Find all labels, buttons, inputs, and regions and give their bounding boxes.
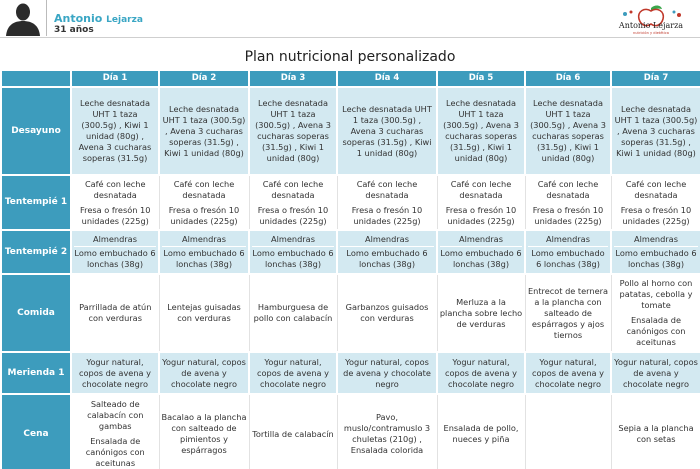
user-silhouette-icon [0, 0, 46, 36]
meal-cell [71, 274, 159, 352]
meal-cell [437, 352, 525, 394]
header-rule [0, 37, 700, 38]
food-item: Leche desnatada UHT 1 taza (300.5g) , Avena 3 cucharas soperas (31.5g) , Kiwi 1 unidad (80g) [342, 103, 432, 158]
meal-cell [249, 352, 337, 394]
meal-cell [71, 394, 159, 469]
food-item: Pavo, muslo/contramuslo 3 chuletas (210g) , Ensalada colorida [343, 412, 431, 456]
meal-cell [159, 274, 249, 352]
avatar [0, 0, 46, 36]
meal-row [1, 394, 700, 469]
food-item: Sepia a la plancha con setas [618, 423, 694, 445]
meal-cell [337, 230, 437, 274]
food-item: Almendras [93, 234, 137, 244]
meal-cell [159, 230, 249, 274]
meal-cell [337, 352, 437, 394]
meal-cell [611, 230, 700, 274]
meal-cell [71, 352, 159, 394]
meal-row [1, 175, 700, 230]
meal-cell [437, 274, 525, 352]
header-divider [46, 0, 47, 36]
food-item: Tortilla de calabacín [252, 428, 334, 439]
meal-plan-table [0, 69, 700, 469]
meal-cell [437, 175, 525, 230]
food-item: Lentejas guisadas con verduras [167, 302, 241, 323]
food-item: Fresa o fresón 10 unidades (225g) [351, 204, 423, 226]
meal-cell [611, 274, 700, 352]
food-item: Almendras [271, 234, 315, 244]
food-item: Yogur natural, copos de avena y chocolate negro [532, 356, 604, 389]
meal-cell [249, 175, 337, 230]
meal-row [1, 352, 700, 394]
food-item: Almendras [634, 234, 678, 244]
patient-name [54, 12, 143, 25]
food-item: Yogur natural, copos de avena y chocolate negro [445, 356, 517, 389]
food-item: Entrecot de ternera a la plancha con salteado de espárragos y ajos tiernos [527, 285, 609, 340]
food-item: Pollo al horno con patatas, cebolla y tomate [619, 278, 693, 310]
food-item: Fresa o fresón 10 unidades (225g) [168, 204, 240, 226]
food-item: Lomo embuchado 6 lonchas (38g) [615, 248, 697, 269]
food-item: Lomo embuchado 6 lonchas (38g) [74, 248, 156, 269]
meal-cell [71, 175, 159, 230]
food-item: Ensalada de pollo, nueces y piña [443, 423, 519, 445]
meal-cell [525, 87, 611, 175]
meal-cell [525, 230, 611, 274]
food-item: Café con leche desnatada [84, 178, 146, 200]
brand-logo [612, 2, 690, 36]
meal-cell [249, 230, 337, 274]
food-item: Fresa o fresón 10 unidades (225g) [257, 204, 329, 226]
food-item: Café con leche desnatada [173, 178, 235, 200]
day-header: Día 4 [337, 70, 437, 87]
day-header: Día 7 [611, 70, 700, 87]
meal-cell [249, 274, 337, 352]
meal-row [1, 230, 700, 274]
meal-cell [337, 175, 437, 230]
meal-cell [611, 394, 700, 469]
day-header-row [1, 70, 700, 87]
meal-name: Merienda 1 [1, 352, 71, 394]
meal-cell [611, 352, 700, 394]
meal-cell [337, 274, 437, 352]
food-item: Hamburguesa de pollo con calabacín [253, 302, 333, 323]
logo-name: Antonio Lejarza [618, 21, 684, 30]
food-item: Lomo embuchado 6 lonchas (38g) [340, 246, 434, 270]
food-item: Almendras [546, 234, 590, 244]
food-item: Leche desnatada UHT 1 taza (300.5g) , Avena 3 cucharas soperas (31.5g) , Kiwi 1 unidad (80g) [255, 98, 331, 163]
food-item: Parrillada de atún con verduras [79, 302, 152, 323]
meal-cell [71, 230, 159, 274]
food-item: Leche desnatada UHT 1 taza (300.5g) , Avena 3 cucharas soperas (31.5g) , Kiwi 1 unidad (80g) [162, 103, 246, 158]
meal-cell [611, 175, 700, 230]
food-item: Merluza a la plancha sobre lecho de verduras [439, 296, 523, 329]
meal-name: Comida [1, 274, 71, 352]
meal-name: Cena [1, 394, 71, 469]
food-item: Salteado de calabacín con gambas [87, 399, 144, 432]
food-item: Almendras [459, 234, 503, 244]
meal-cell [525, 394, 611, 469]
patient-last-name: Lejarza [106, 15, 143, 25]
apple-logo-icon [612, 2, 690, 36]
food-item: Leche desnatada UHT 1 taza (300.5g) , Avena 3 cucharas soperas (31.5g) , Kiwi 1 unidad (80g) [530, 98, 606, 163]
food-item: Fresa o fresón 10 unidades (225g) [445, 204, 517, 226]
day-header: Día 3 [249, 70, 337, 87]
meal-name: Tentempié 1 [1, 175, 71, 230]
day-header: Día 5 [437, 70, 525, 87]
meal-cell [337, 394, 437, 469]
patient-first-name: Antonio [54, 12, 103, 25]
day-header: Día 2 [159, 70, 249, 87]
profile-header [0, 0, 700, 38]
food-item: Lomo embuchado 6 lonchas (38g) [163, 248, 245, 269]
food-item: Ensalada de canónigos con aceitunas [626, 315, 686, 347]
meal-cell [437, 230, 525, 274]
meal-row [1, 274, 700, 352]
meal-cell [337, 87, 437, 175]
food-item: Yogur natural, copos de avena y chocolate negro [257, 356, 329, 389]
food-item: Lomo embuchado 6 lonchas (38g) [440, 248, 522, 269]
food-item: Bacalao a la plancha con salteado de pimientos y espárragos [161, 412, 247, 456]
meal-row [1, 87, 700, 175]
meal-name: Desayuno [1, 87, 71, 175]
meal-cell [525, 274, 611, 352]
food-item: Leche desnatada UHT 1 taza (300.5g) , Kiwi 1 unidad (80g) , Avena 3 cucharas soperas (31.5g) [78, 98, 152, 163]
food-item: Leche desnatada UHT 1 taza (300.5g) , Avena 3 cucharas soperas (31.5g) , Kiwi 1 unidad (80g) [443, 98, 519, 163]
patient-age: 31 años [54, 25, 94, 35]
food-item: Yogur natural, copos de avena y chocolate negro [614, 356, 698, 389]
food-item: Garbanzos guisados con verduras [345, 302, 429, 323]
food-item: Café con leche desnatada [450, 178, 512, 200]
meal-cell [159, 175, 249, 230]
food-item: Almendras [365, 234, 409, 244]
meal-cell [525, 175, 611, 230]
meal-cell [159, 87, 249, 175]
table-corner [1, 70, 71, 87]
food-item: Café con leche desnatada [625, 178, 687, 200]
food-item: Fresa o fresón 10 unidades (225g) [80, 204, 151, 226]
food-item: Fresa o fresón 10 unidades (225g) [620, 204, 692, 226]
meal-cell [611, 87, 700, 175]
food-item: Café con leche desnatada [537, 178, 599, 200]
meal-name: Tentempié 2 [1, 230, 71, 274]
meal-cell [159, 394, 249, 469]
meal-cell [525, 352, 611, 394]
food-item: Café con leche desnatada [262, 178, 324, 200]
logo-tagline: nutrición y dietética [633, 31, 669, 35]
food-item: Fresa o fresón 10 unidades (225g) [532, 204, 604, 226]
food-item: Almendras [182, 234, 226, 244]
page-title: Plan nutricional personalizado [244, 49, 456, 65]
food-item: Leche desnatada UHT 1 taza (300.5g) , Avena 3 cucharas soperas (31.5g) , Kiwi 1 unidad (80g) [614, 103, 698, 158]
food-item: Lomo embuchado 6 lonchas (38g) [528, 246, 608, 270]
meal-cell [249, 87, 337, 175]
meal-cell [437, 87, 525, 175]
food-item: Café con leche desnatada [356, 178, 418, 200]
meal-cell [249, 394, 337, 469]
meal-cell [159, 352, 249, 394]
food-item: Yogur natural, copos de avena y chocolate negro [79, 356, 151, 389]
meal-cell [71, 87, 159, 175]
food-item: Yogur natural, copos de avena y chocolate negro [343, 356, 431, 389]
meal-cell [437, 394, 525, 469]
day-header: Día 1 [71, 70, 159, 87]
food-item: Lomo embuchado 6 lonchas (38g) [252, 248, 334, 269]
day-header: Día 6 [525, 70, 611, 87]
food-item: Yogur natural, copos de avena y chocolate negro [162, 356, 246, 389]
food-item: Ensalada de canónigos con aceitunas [85, 436, 145, 469]
